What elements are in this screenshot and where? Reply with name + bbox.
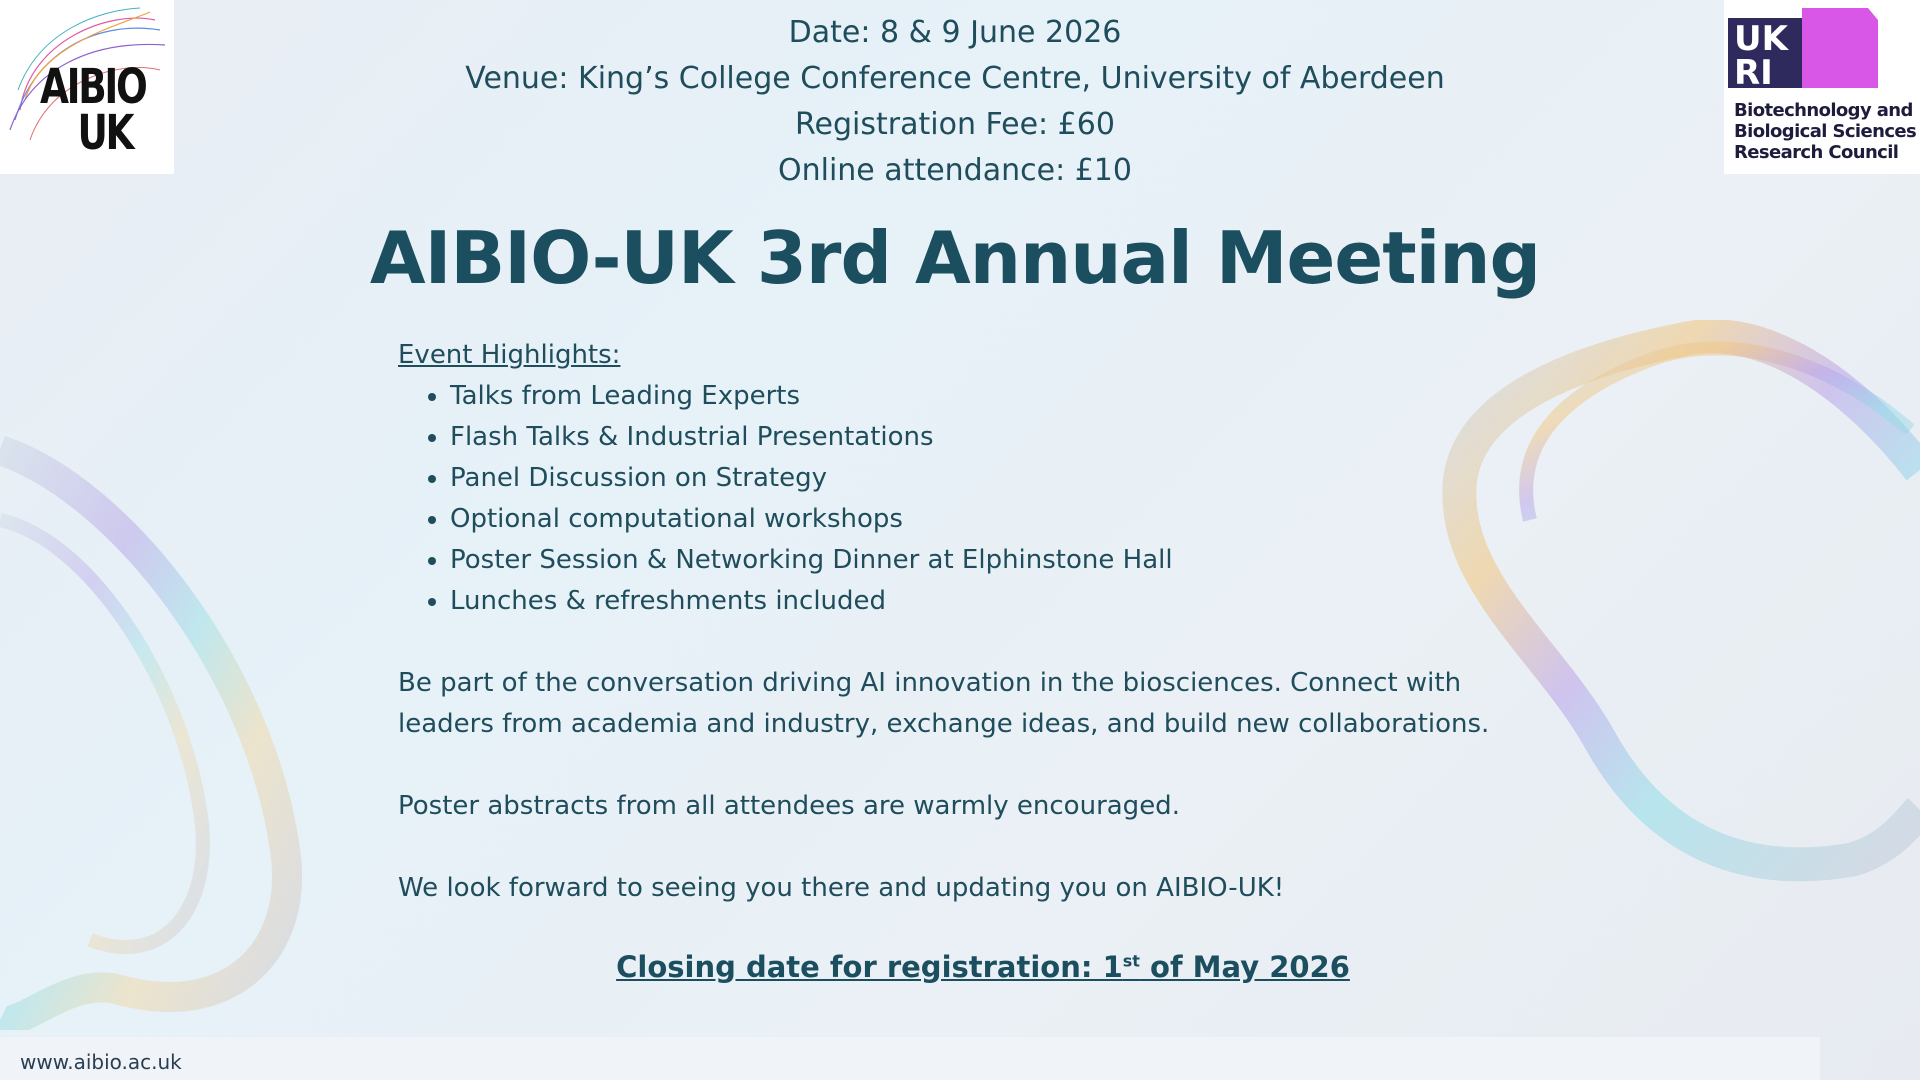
registration-fee: Registration Fee: £60 — [795, 107, 1115, 142]
highlights-heading: Event Highlights: — [398, 340, 621, 370]
event-date: Date: 8 & 9 June 2026 — [788, 15, 1122, 50]
intro-paragraph: Be part of the conversation driving AI innovation in the biosciences. Connect with leaders from academia and industry, exchange ideas, and build new collaborations. — [398, 668, 1490, 739]
logo-line-1: AIBIO — [40, 59, 146, 115]
event-venue: Venue: King’s College Conference Centre, University of Aberdeen — [465, 61, 1445, 96]
deadline-suffix: of May 2026 — [1139, 950, 1350, 984]
registration-deadline — [0, 950, 1920, 984]
list-item: • Panel Discussion on Strategy — [450, 458, 1518, 499]
highlights-list — [398, 376, 1518, 622]
list-item: • Flash Talks & Industrial Presentations — [450, 417, 1518, 458]
footer-bar — [0, 1037, 1820, 1080]
poster-paragraph: Poster abstracts from all attendees are warmly encouraged. — [398, 791, 1180, 821]
website-link[interactable]: www.aibio.ac.uk — [20, 1050, 182, 1074]
council-name: Biotechnology and Biological Sciences Research Council — [1734, 100, 1917, 163]
ribbon-left-decoration — [0, 430, 320, 1030]
list-item: • Talks from Leading Experts — [450, 376, 1518, 417]
ukri-ri-text: RI — [1734, 53, 1773, 92]
list-item: • Lunches & refreshments included — [450, 581, 1518, 622]
closing-paragraph: We look forward to seeing you there and updating you on AIBIO-UK! — [398, 873, 1285, 903]
list-item: • Poster Session & Networking Dinner at Elphinstone Hall — [450, 540, 1518, 581]
logo-line-2: UK — [77, 105, 133, 161]
deadline-ordinal: st — [1122, 951, 1140, 971]
event-info — [0, 10, 1910, 194]
online-fee: Online attendance: £10 — [778, 153, 1132, 188]
page-title: AIBIO-UK 3rd Annual Meeting — [369, 216, 1541, 300]
deadline-prefix: Closing date for registration: 1 — [616, 950, 1123, 984]
list-item: • Optional computational workshops — [450, 499, 1518, 540]
main-content — [398, 336, 1518, 909]
ukri-uk-text: UK — [1734, 19, 1788, 59]
